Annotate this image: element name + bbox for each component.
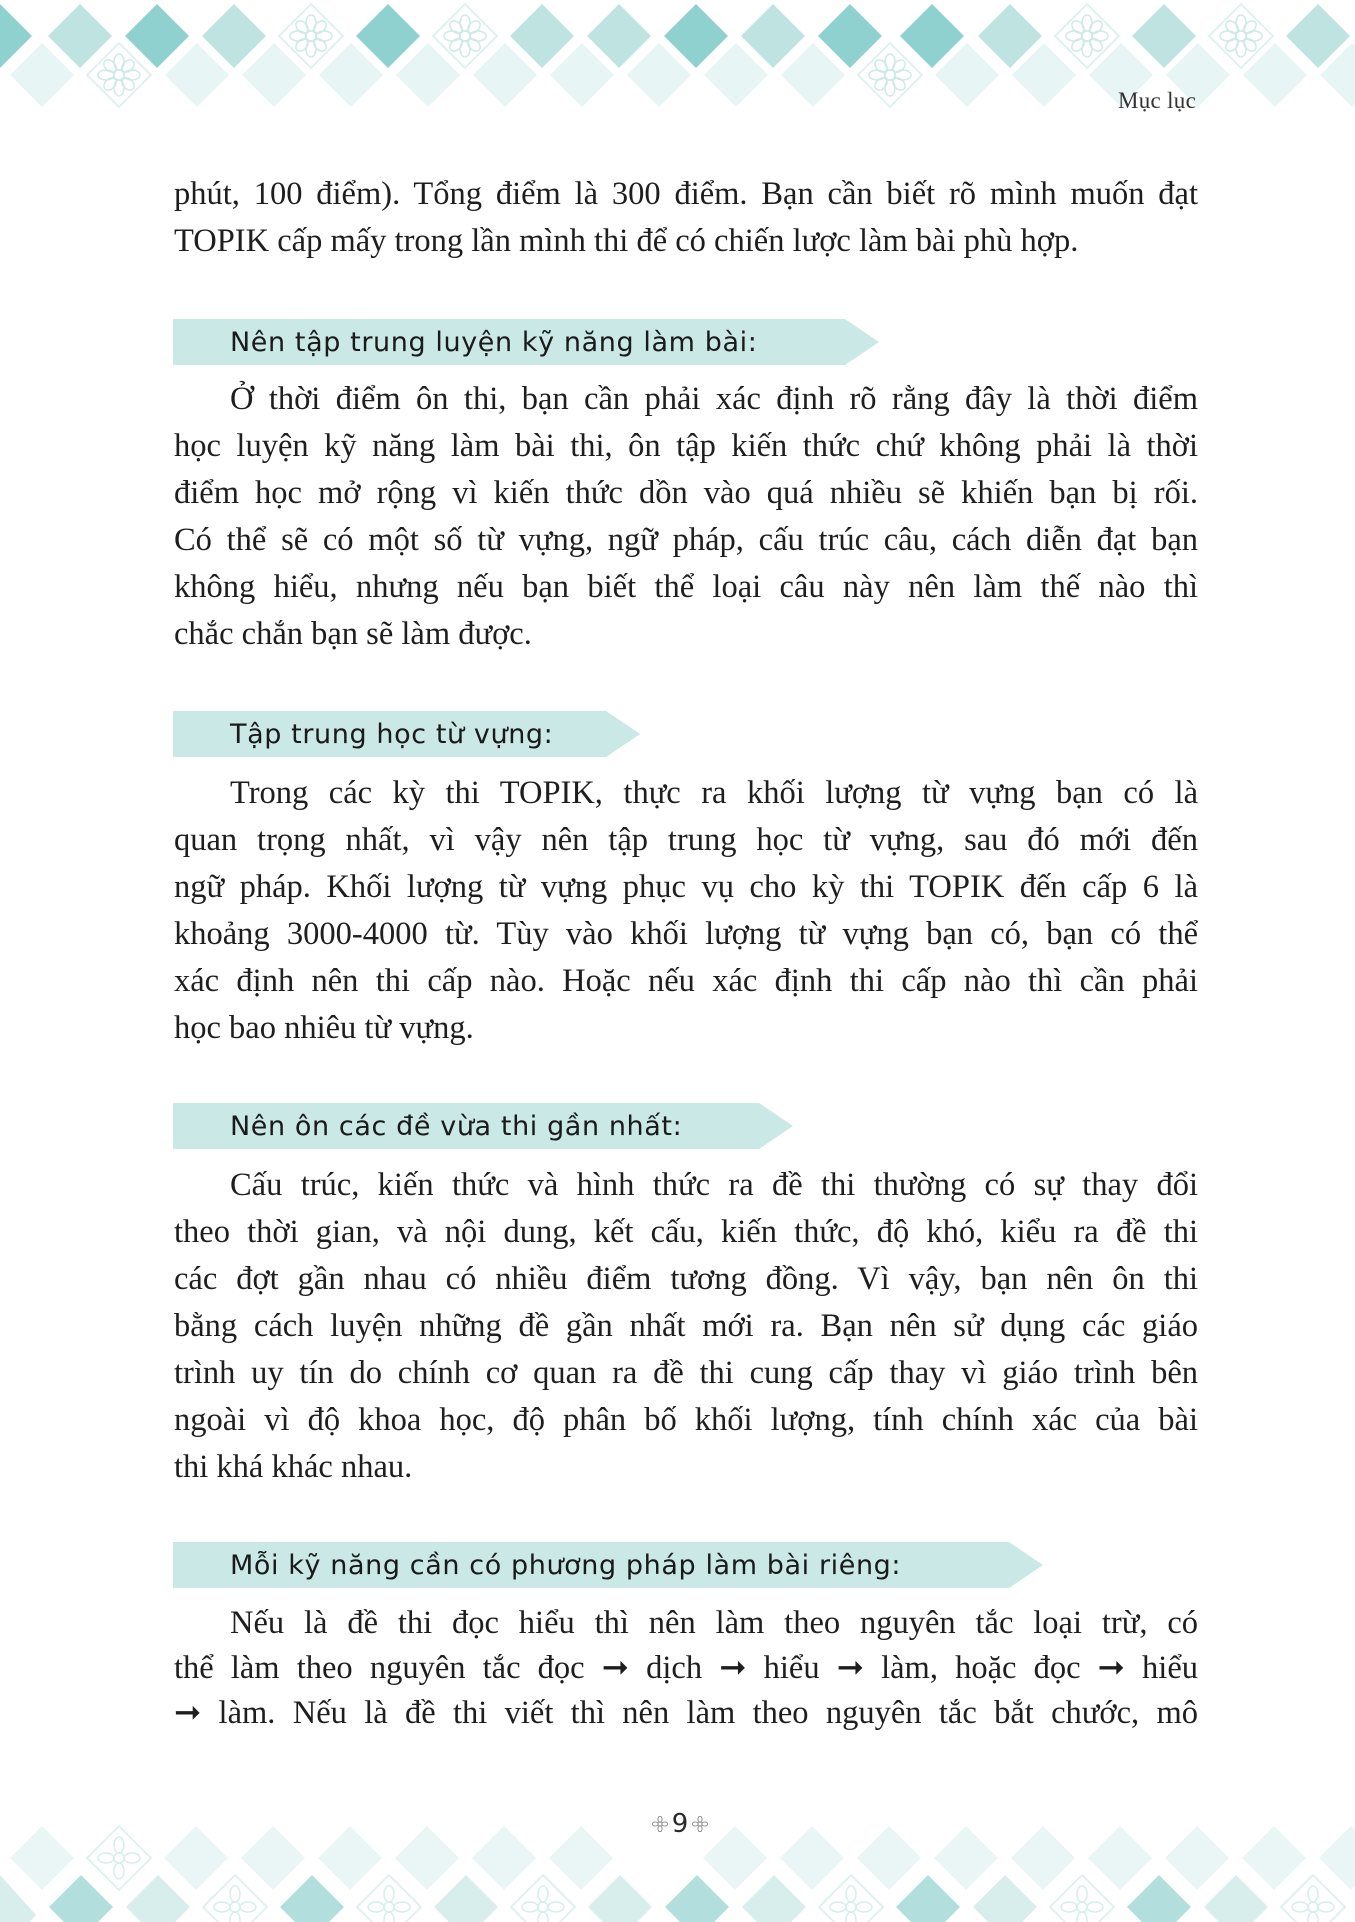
text-line: trình uy tín do chính cơ quan ra đề thi cung cấp thay vì giáo trình bên [174, 1355, 1198, 1391]
text-line: quan trọng nhất, vì vậy nên tập trung học từ vựng, sau đó mới đến [174, 822, 1198, 858]
text-line: Ở thời điểm ôn thi, bạn cần phải xác định rõ rằng đây là thời điểm [230, 381, 1198, 417]
text-line: ➞ làm. Nếu là đề thi viết thì nên làm theo nguyên tắc bắt chước, mô [174, 1695, 1198, 1731]
section-paragraph [174, 1162, 1198, 1491]
section-heading-band [173, 1542, 1043, 1588]
text-line: ngoài vì độ khoa học, độ phân bố khối lượng, tính chính xác của bài [174, 1402, 1198, 1438]
text-line: không hiểu, nhưng nếu bạn biết thể loại câu này nên làm thế nào thì [174, 569, 1198, 605]
running-header-title: Mục lục [1118, 88, 1197, 113]
text-line: học bao nhiêu từ vựng. [174, 1010, 474, 1046]
intro-paragraph [174, 171, 1198, 265]
text-line: Có thể sẽ có một số từ vựng, ngữ pháp, cấu trúc câu, cách diễn đạt bạn [174, 522, 1198, 558]
text-line: các đợt gần nhau có nhiều điểm tương đồng. Vì vậy, bạn nên ôn thi [174, 1261, 1198, 1297]
flower-ornament-icon [692, 1816, 708, 1832]
flower-ornament-icon [652, 1816, 668, 1832]
section-paragraph [174, 770, 1198, 1052]
section-heading-band [173, 711, 640, 757]
section-heading: Nên tập trung luyện kỹ năng làm bài: [230, 327, 758, 358]
text-line: thể làm theo nguyên tắc đọc ➞ dịch ➞ hiểu ➞ làm, hoặc đọc ➞ hiểu [174, 1650, 1198, 1686]
section-heading: Mỗi kỹ năng cần có phương pháp làm bài riêng: [230, 1550, 902, 1581]
section-heading-band [173, 319, 879, 365]
text-line: Trong các kỳ thi TOPIK, thực ra khối lượng từ vựng bạn có là [230, 775, 1198, 811]
section-heading: Nên ôn các đề vừa thi gần nhất: [230, 1111, 683, 1142]
text-line: phút, 100 điểm). Tổng điểm là 300 điểm. Bạn cần biết rõ mình muốn đạt [174, 176, 1198, 212]
text-line: xác định nên thi cấp nào. Hoặc nếu xác định thi cấp nào thì cần phải [174, 963, 1198, 999]
text-line: Nếu là đề thi đọc hiểu thì nên làm theo nguyên tắc loại trừ, có [230, 1605, 1198, 1641]
text-line: Cấu trúc, kiến thức và hình thức ra đề thi thường có sự thay đổi [230, 1167, 1198, 1203]
text-line: TOPIK cấp mấy trong lần mình thi để có chiến lược làm bài phù hợp. [174, 223, 1079, 259]
text-line: khoảng 3000-4000 từ. Tùy vào khối lượng từ vựng bạn có, bạn có thể [174, 916, 1198, 952]
text-line: bằng cách luyện những đề gần nhất mới ra. Bạn nên sử dụng các giáo [174, 1308, 1198, 1344]
section-heading: Tập trung học từ vựng: [230, 719, 554, 750]
text-line: học luyện kỹ năng làm bài thi, ôn tập kiến thức chứ không phải là thời [174, 428, 1198, 464]
text-line: theo thời gian, và nội dung, kết cấu, kiến thức, độ khó, kiểu ra đề thi [174, 1214, 1198, 1250]
section-heading-band [173, 1103, 793, 1149]
text-line: ngữ pháp. Khối lượng từ vựng phục vụ cho kỳ thi TOPIK đến cấp 6 là [174, 869, 1198, 905]
text-line: thi khá khác nhau. [174, 1449, 413, 1485]
text-line: chắc chắn bạn sẽ làm được. [174, 616, 532, 652]
text-line: điểm học mở rộng vì kiến thức dồn vào quá nhiều sẽ khiến bạn bị rối. [174, 475, 1198, 511]
page-number-block [640, 1806, 720, 1842]
page-number: 9 [671, 1809, 689, 1839]
section-paragraph [174, 376, 1198, 658]
section-paragraph [174, 1601, 1198, 1736]
